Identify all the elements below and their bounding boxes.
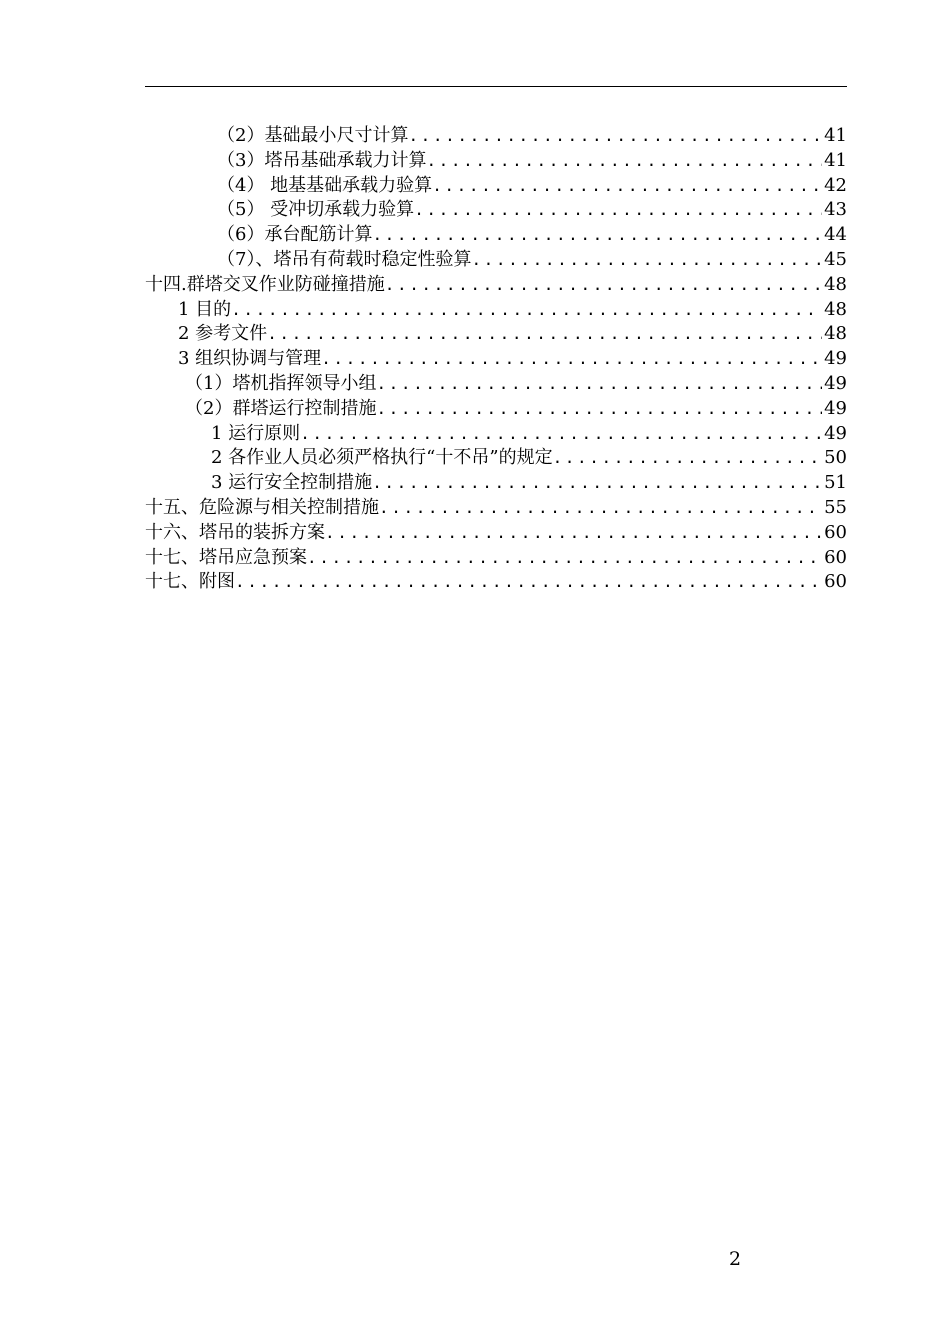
toc-entry[interactable] bbox=[145, 446, 847, 471]
toc-dot-leader bbox=[321, 347, 822, 372]
toc-entry-page: 42 bbox=[824, 174, 847, 196]
toc-entry-page: 41 bbox=[824, 125, 847, 146]
toc-dot-leader bbox=[471, 248, 822, 273]
toc-entry-title: 十七、塔吊应急预案 bbox=[145, 546, 307, 571]
toc-dot-leader bbox=[325, 521, 822, 546]
toc-entry-title: 十七、附图 bbox=[145, 570, 235, 595]
toc-entry-title: （5） 受冲切承载力验算 bbox=[217, 198, 414, 223]
toc-dot-leader bbox=[426, 149, 822, 174]
toc-entry-page: 60 bbox=[824, 546, 847, 568]
toc-dot-leader bbox=[408, 124, 822, 149]
toc-entry-page: 60 bbox=[824, 521, 847, 543]
page-number: 2 bbox=[729, 1248, 742, 1270]
toc-entry-page: 51 bbox=[824, 472, 847, 494]
toc-entry-page: 55 bbox=[824, 496, 847, 518]
toc-entry-page: 49 bbox=[824, 348, 847, 370]
toc-dot-leader bbox=[553, 446, 823, 471]
toc-entry-page: 44 bbox=[824, 224, 847, 246]
toc-entry-title: （2）群塔运行控制措施 bbox=[185, 397, 376, 422]
toc-entry-title: 1 目的 bbox=[178, 298, 231, 323]
toc-dot-leader bbox=[372, 223, 822, 248]
toc-entry-page: 48 bbox=[824, 323, 847, 345]
toc-dot-leader bbox=[235, 570, 822, 595]
table-of-contents bbox=[145, 124, 847, 595]
toc-entry-page: 41 bbox=[824, 149, 847, 171]
toc-entry-page: 48 bbox=[824, 273, 847, 295]
toc-dot-leader bbox=[267, 322, 822, 347]
toc-entry[interactable] bbox=[145, 322, 847, 347]
toc-entry[interactable] bbox=[145, 471, 847, 496]
toc-entry-title: 3 组织协调与管理 bbox=[178, 347, 321, 372]
toc-entry[interactable] bbox=[145, 372, 847, 397]
toc-entry-title: 3 运行安全控制措施 bbox=[211, 471, 372, 496]
toc-dot-leader bbox=[307, 546, 822, 571]
header-rule bbox=[145, 86, 847, 87]
toc-dot-leader bbox=[376, 397, 822, 422]
toc-entry[interactable] bbox=[145, 422, 847, 447]
toc-entry[interactable] bbox=[145, 570, 847, 595]
toc-entry-page: 48 bbox=[824, 298, 847, 320]
toc-entry-title: （7）、塔吊有荷载时稳定性验算 bbox=[217, 248, 471, 273]
toc-entry[interactable] bbox=[145, 248, 847, 273]
toc-entry[interactable] bbox=[145, 521, 847, 546]
toc-dot-leader bbox=[432, 174, 822, 199]
toc-dot-leader bbox=[379, 496, 822, 521]
toc-dot-leader bbox=[300, 422, 822, 447]
toc-dot-leader bbox=[414, 198, 822, 223]
toc-entry-title: 十四.群塔交叉作业防碰撞措施 bbox=[145, 273, 385, 298]
toc-dot-leader bbox=[376, 372, 822, 397]
toc-dot-leader bbox=[385, 273, 822, 298]
toc-entry[interactable] bbox=[145, 298, 847, 323]
toc-entry-page: 50 bbox=[824, 447, 847, 469]
toc-entry[interactable] bbox=[145, 149, 847, 174]
toc-entry[interactable] bbox=[145, 124, 847, 149]
toc-entry[interactable] bbox=[145, 496, 847, 521]
toc-entry-page: 45 bbox=[824, 248, 847, 270]
toc-entry-title: 2 各作业人员必须严格执行“十不吊”的规定 bbox=[211, 446, 553, 471]
toc-entry-title: （2）基础最小尺寸计算 bbox=[217, 124, 408, 149]
toc-entry[interactable] bbox=[145, 347, 847, 372]
toc-entry-title: 2 参考文件 bbox=[178, 322, 267, 347]
toc-entry-title: 十五、危险源与相关控制措施 bbox=[145, 496, 379, 521]
toc-entry-page: 49 bbox=[824, 422, 847, 444]
toc-entry-page: 49 bbox=[824, 397, 847, 419]
toc-entry-title: （3）塔吊基础承载力计算 bbox=[217, 149, 426, 174]
toc-entry-title: 十六、塔吊的装拆方案 bbox=[145, 521, 325, 546]
toc-entry[interactable] bbox=[145, 546, 847, 571]
toc-entry[interactable] bbox=[145, 174, 847, 199]
toc-entry-title: （4） 地基基础承载力验算 bbox=[217, 174, 432, 199]
toc-entry[interactable] bbox=[145, 223, 847, 248]
toc-entry-title: （6）承台配筋计算 bbox=[217, 223, 372, 248]
toc-dot-leader bbox=[372, 471, 822, 496]
toc-entry[interactable] bbox=[145, 198, 847, 223]
toc-entry[interactable] bbox=[145, 397, 847, 422]
toc-entry-page: 49 bbox=[824, 372, 847, 394]
toc-entry-title: （1）塔机指挥领导小组 bbox=[185, 372, 376, 397]
toc-dot-leader bbox=[231, 298, 822, 323]
toc-entry-page: 60 bbox=[824, 571, 847, 593]
toc-entry-title: 1 运行原则 bbox=[211, 422, 300, 447]
toc-entry-page: 43 bbox=[824, 199, 847, 221]
toc-entry[interactable] bbox=[145, 273, 847, 298]
